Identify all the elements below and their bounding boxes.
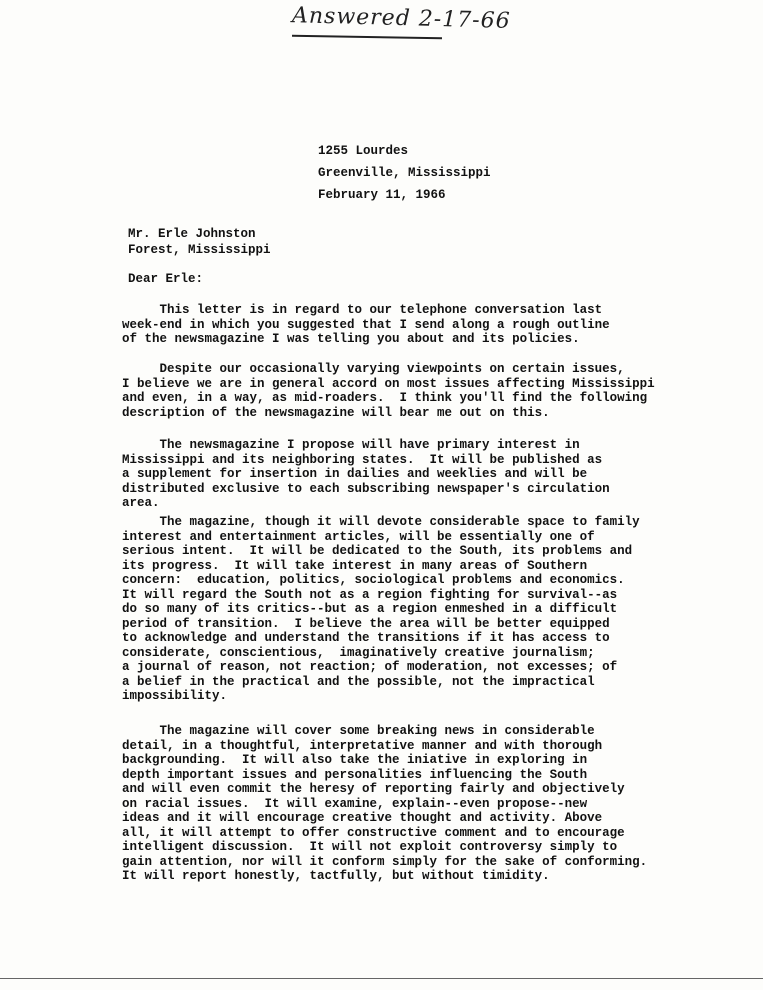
paragraph-line: intelligent discussion. It will not exploit controversy simply to <box>122 840 618 854</box>
paragraph-line: area. <box>122 496 160 510</box>
sender-city: Greenville, Mississippi <box>318 166 491 180</box>
paragraph-line: a journal of reason, not reaction; of moderation, not excesses; of <box>122 660 618 674</box>
paragraph-line: Mississippi and its neighboring states. It will be published as <box>122 452 603 467</box>
paragraph-line: and even, in a way, as mid-roaders. I think you'll find the following <box>122 391 648 405</box>
paragraph-line: do so many of its critics--but as a region enmeshed in a difficult <box>122 602 618 616</box>
paragraph-line: its progress. It will take interest in many areas of Southern <box>122 558 588 573</box>
paragraph-line: distributed exclusive to each subscribing newspaper's circulation <box>122 481 610 496</box>
paragraph-line: all, it will attempt to offer constructive comment and to encourage <box>122 825 625 840</box>
paragraph-line: interest and entertainment articles, will be essentially one of <box>122 529 595 544</box>
sender-street: 1255 Lourdes <box>318 144 409 158</box>
paragraph-line: to acknowledge and understand the transitions if it has access to <box>122 631 610 645</box>
paragraph-line: It will regard the South not as a region fighting for survival--as <box>122 587 618 602</box>
paragraph-line: The magazine will cover some breaking news in considerable <box>122 724 595 738</box>
paragraph-line: a belief in the practical and the possible, not the impractical <box>122 674 595 689</box>
handwritten-underline <box>292 35 442 40</box>
paragraph-line: period of transition. I believe the area will be better equipped <box>122 616 610 631</box>
paragraph-line: backgrounding. It will also take the iniative in exploring in <box>122 753 588 767</box>
paragraph-line: This letter is in regard to our telephone conversation last <box>122 303 603 317</box>
paragraph-line: Despite our occasionally varying viewpoints on certain issues, <box>122 362 625 376</box>
paragraph-line: ideas and it will encourage creative thought and activity. Above <box>122 811 603 825</box>
paragraph-line: week-end in which you suggested that I send along a rough outline <box>122 317 610 332</box>
paragraph-line: and will even commit the heresy of reporting fairly and objectively <box>122 782 625 796</box>
paragraph-line: considerate, conscientious, imaginatively creative journalism; <box>122 645 595 660</box>
return-address <box>318 140 491 206</box>
recipient-name: Mr. Erle Johnston <box>128 227 256 241</box>
handwritten-annotation: Answered 2-17-66 <box>291 3 511 34</box>
paragraph-line: serious intent. It will be dedicated to the South, its problems and <box>122 544 633 558</box>
paragraph-line: detail, in a thoughtful, interpretative manner and with thorough <box>122 738 603 753</box>
salutation: Dear Erle: <box>128 272 204 286</box>
paragraph-line: gain attention, nor will it conform simply for the sake of conforming. <box>122 854 648 869</box>
paragraph-line: The newsmagazine I propose will have primary interest in <box>122 438 580 452</box>
paragraph-line: concern: education, politics, sociological problems and economics. <box>122 573 625 587</box>
paragraph-line: a supplement for insertion in dailies and weeklies and will be <box>122 467 588 481</box>
page-bottom-rule <box>0 978 763 979</box>
paragraph-line: I believe we are in general accord on most issues affecting Mississippi <box>122 376 655 391</box>
recipient-address <box>128 226 271 258</box>
paragraph-line: on racial issues. It will examine, explain--even propose--new <box>122 796 588 811</box>
paragraph-line: impossibility. <box>122 689 228 703</box>
paragraph-line: description of the newsmagazine will bear me out on this. <box>122 405 550 420</box>
paragraph-4 <box>122 515 652 704</box>
paragraph-1 <box>122 303 652 347</box>
paragraph-line: The magazine, though it will devote considerable space to family <box>122 515 640 529</box>
recipient-location: Forest, Mississippi <box>128 243 271 257</box>
paragraph-line: depth important issues and personalities influencing the South <box>122 767 588 782</box>
paragraph-line: of the newsmagazine I was telling you about and its policies. <box>122 332 580 346</box>
paragraph-2 <box>122 362 655 420</box>
letter-date: February 11, 1966 <box>318 188 446 202</box>
paragraph-3 <box>122 438 652 511</box>
paragraph-line: It will report honestly, tactfully, but without timidity. <box>122 869 550 883</box>
paragraph-5 <box>122 724 652 884</box>
